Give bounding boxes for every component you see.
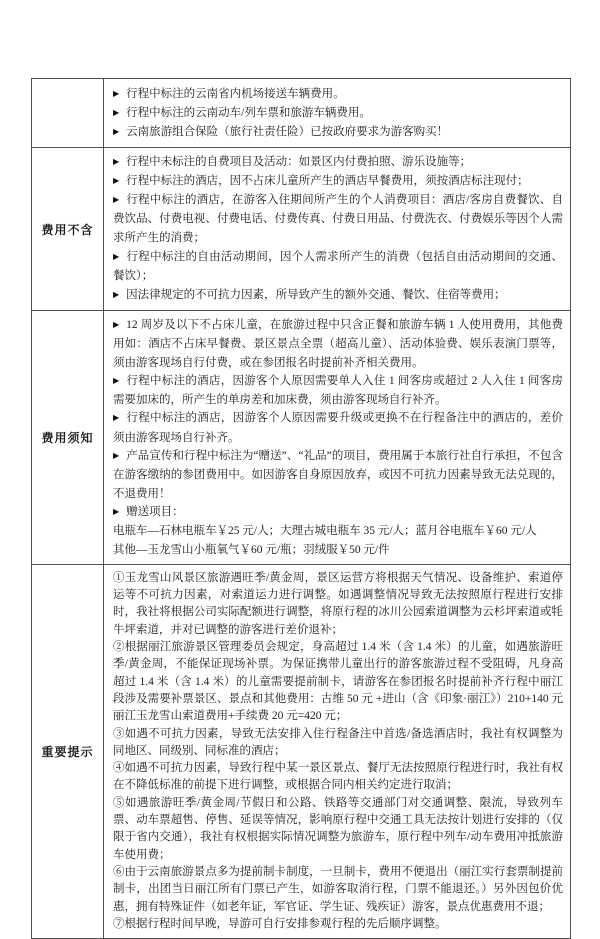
content-text: 行程中标注的酒店，因游客个人原因需要单人入住 1 间客房或超过 2 人入住 1 间客房需要加床的，所产生的单房差和加床费，须由游客现场自行补齐。 <box>113 374 563 407</box>
bullet-triangle-icon: ▶ <box>113 290 120 299</box>
content-text: ⑤如遇旅游旺季/黄金周/节假日和公路、铁路等交通部门对交通调整、限流，导致列车票、动车票超售、停售、延误等情况，影响原行程中交通工具无法按计划进行安排的（仅限于省内交通），我社有权根据实际情况调整为旅游车，原行程中列车/动车费用冲抵旅游车使用费； <box>113 796 563 861</box>
content-text: 电瓶车—石林电瓶车￥25 元/人；大理古城电瓶车 35 元/人；蓝月谷电瓶车￥60 元/人 <box>113 525 537 538</box>
content-text: ④如遇不可抗力因素，导致行程中某一景区景点、餐厅无法按照原行程进行时，我社有权在不降低标准的前提下进行调整，或根据合同内相关约定进行取消； <box>113 762 563 792</box>
content-text: 赠送项目： <box>126 505 184 518</box>
table-row <box>32 148 571 311</box>
content-line <box>113 570 563 639</box>
content-text: ②根据丽江旅游景区管理委员会规定，身高超过 1.4 米（含 1.4 米）的儿童，如遇旅游旺季/黄金周，不能保证现场补票。为保证携带儿童出行的游客旅游过程不受阻碍，凡身高超过 1.4 米（含 1.4 米）的儿童需要提前制卡，请游客在参团报名时提前补齐行程中丽江段涉及需要补票景区、景点和其他费用：古维 50 元 +进山（含《印象·丽江》）210+140 元丽江玉龙雪山索道费用+手续费 20 元=420 元； <box>113 641 563 723</box>
content-line <box>113 760 563 795</box>
content-line <box>113 447 563 503</box>
row-label: 费用须知 <box>32 311 104 565</box>
content-line <box>113 864 563 916</box>
row-content <box>104 79 571 148</box>
row-content <box>104 148 571 311</box>
content-line <box>113 172 563 191</box>
bullet-triangle-icon: ▶ <box>113 375 120 385</box>
content-text: 产品宣传和行程中标注为“赠送”、“礼品”的项目，费用属于本旅行社自行承担，不包含在游客缴纳的参团费用中。如因游客自身原因放弃，或因不可抗力因素导致无法兑现的，不退费用！ <box>113 450 563 500</box>
content-line <box>113 286 563 305</box>
content-text: 云南旅游组合保险（旅行社责任险）已按政府要求为游客购买！ <box>126 125 449 138</box>
table-row <box>32 311 571 565</box>
content-line <box>113 123 563 142</box>
bullet-triangle-icon: ▶ <box>113 126 120 136</box>
content-text: 因法律规定的不可抗力因素，所导致产生的额外交通、餐饮、住宿等费用； <box>126 289 506 301</box>
bullet-triangle-icon: ▶ <box>113 320 120 329</box>
bullet-triangle-icon: ▶ <box>113 157 120 166</box>
bullet-triangle-icon: ▶ <box>113 413 120 423</box>
content-line <box>113 248 563 286</box>
bullet-triangle-icon: ▶ <box>113 176 120 185</box>
content-text: ③如遇不可抗力因素，导致无法安排入住行程备注中首选/备选酒店时，我社有权调整为同地区、同级别、同标准的酒店； <box>113 727 563 757</box>
row-label: 费用不含 <box>32 148 104 311</box>
content-line <box>113 372 563 410</box>
content-line <box>113 795 563 864</box>
bullet-triangle-icon: ▶ <box>113 451 120 461</box>
content-text: 行程中标注的酒店，因游客个人原因需要升级或更换不在行程备注中的酒店的，差价须由游客现场自行补齐。 <box>113 412 563 444</box>
content-text: 行程中未标注的自费项目及活动：如景区内付费拍照、游乐设施等； <box>126 156 472 168</box>
bullet-triangle-icon: ▶ <box>113 195 120 204</box>
content-text: ⑥由于云南旅游景点多为提前制卡制度，一旦制卡，费用不便退出（丽江实行套票制提前制卡，出团当日丽江所有门票已产生，如游客取消行程，门票不能退还。）另外因包价优惠，拥有特殊证件（如老年证，军官证、学生证、残疾证）游客，景点优惠费用不退； <box>113 865 563 913</box>
row-content <box>104 564 571 938</box>
content-line <box>113 104 563 123</box>
terms-table-body <box>32 79 571 939</box>
content-line <box>113 522 563 540</box>
content-line <box>113 726 563 761</box>
row-label <box>32 79 104 148</box>
content-text: 行程中标注的云南动车/列车票和旅游车辆费用。 <box>126 106 371 119</box>
table-row <box>32 564 571 938</box>
content-line <box>113 639 563 725</box>
content-line <box>113 85 563 104</box>
bullet-triangle-icon: ▶ <box>113 88 120 98</box>
row-content <box>104 311 571 565</box>
content-line <box>113 916 563 933</box>
content-text: 行程中标注的酒店，因不占床儿童所产生的酒店早餐费用，须按酒店标注现付； <box>126 175 529 187</box>
content-text: ⑦根据行程时间早晚，导游可自行安排参观行程的先后顺序调整。 <box>113 917 447 930</box>
terms-table <box>31 78 571 939</box>
content-text: 行程中标注的自由活动期间，因个人需求所产生的消费（包括自由活动期间的交通、餐饮）； <box>113 251 563 282</box>
content-line <box>113 316 563 372</box>
content-text: 12 周岁及以下不占床儿童，在旅游过程中只含正餐和旅游车辆 1 人使用费用，其他费用如：酒店不占床早餐费、景区景点全票（超高儿童）、活动体验费、娱乐表演门票等，须由游客现场自行付费，或在参团报名时提前补齐相关费用。 <box>113 319 563 369</box>
row-label: 重要提示 <box>32 564 104 938</box>
content-line <box>113 153 563 172</box>
content-line <box>113 503 563 522</box>
bullet-triangle-icon: ▶ <box>113 107 120 117</box>
content-text: 行程中标注的酒店，在游客入住期间所产生的个人消费项目：酒店/客房自费餐饮、自费饮品、付费电视、付费电话、付费传真、付费日用品、付费洗衣、付费娱乐等因个人需求所产生的消费； <box>113 194 563 244</box>
bullet-triangle-icon: ▶ <box>113 506 120 516</box>
content-text: ①玉龙雪山风景区旅游遇旺季/黄金周，景区运营方将根据天气情况、设备维护、索道停运等不可抗力因素，对索道运力进行调整。如遇调整情况导致无法按照原行程进行安排时，我社将根据公司实际配额进行调整，将原行程的冰川公园索道调整为云杉坪索道或牦牛坪索道，并对已调整的游客进行差价退补； <box>113 571 563 636</box>
content-line <box>113 409 563 447</box>
content-text: 行程中标注的云南省内机场接送车辆费用。 <box>126 87 345 100</box>
content-line <box>113 541 563 559</box>
table-row <box>32 79 571 148</box>
content-text: 其他—玉龙雪山小瓶氧气￥60 元/瓶；羽绒服￥50 元/件 <box>113 543 390 556</box>
content-line <box>113 191 563 248</box>
bullet-triangle-icon: ▶ <box>113 252 120 261</box>
